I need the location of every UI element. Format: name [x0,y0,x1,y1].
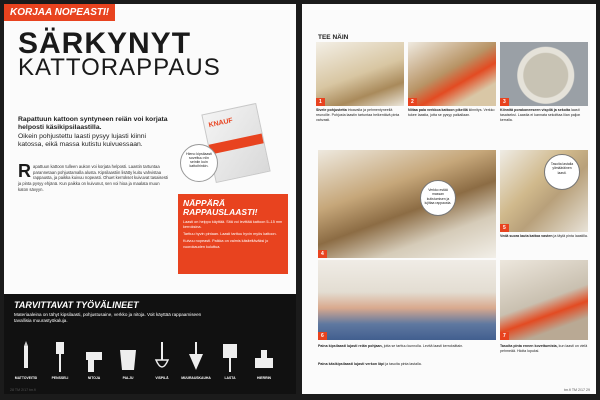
step-photo-6: 6 [318,260,496,340]
article-body [18,161,169,192]
page-title [18,27,221,81]
section-title: TEE NÄIN [318,34,349,41]
brush-icon [49,340,71,374]
step-photo-7: 7 [500,260,588,340]
tool-item: VISPILÄ [148,340,176,380]
step-caption-1: Sivele pohjustetta irtoavalla ja pehmentyneellä reunoille. Pohjusta laastin tartuntaa heikentävä pinta vahvasti. [316,108,400,122]
tools-title: TARVITTAVAT TYÖVÄLINEET [14,300,139,310]
headline-line2: KATTORAPPAUS [18,54,221,81]
step-caption-6: Paina kipsilaasti lujasti reiän pohjaan, jotta se tarttuu kunnolla. Levitä laasti kerroksittain. [318,344,464,348]
left-page [4,4,296,394]
info-item: Laasti on helppo käyttää. Sitä voi levittää kattoon 5–15 mm kerroksina. [183,220,283,230]
tool-row [12,340,278,380]
step-caption-2: Niitaa pala verkkoa kattoon pikeillä kiinnitys. Verkko tukee laastia, jotta se pysyy paikallaan. [408,108,495,117]
tool-item: LASTA [216,340,244,380]
step-photo-5: 5 Tasoita lastalla ylimääräinen laasti. [500,150,588,232]
tools-desc: Materiaaleina on tähyt kipsilaasti, pohjustusaine, verkko ja nitoja. Voit käyttää rappaamiseen tavallisia muurastyökaluja. [14,312,202,324]
lead-rest: Oikein pohjustettu laasti pysyy lujasti kiinni katossa, eikä massa kutistu kuivuessaan. [18,132,147,149]
tools-section [4,294,296,394]
step-caption-5: Vedä suora lauta kattoa vasten ja täytä pinta laastilla. [500,234,588,238]
article-body-text: apattuun kattoon tulleen aukon voi korjata helposti. Laastin tartuntaa parannetaan pohjustamalla alusta. Kipsilaastiin lisätty kuitu vahvistaa rappausta, ja paikka kuivuu nopeasti. Ohuet kerrokset kuivuvat tasaisesti ja pinta pysyy ehjänä. Kun paikka on kuivunut, sen voi hioa ja maalata muun katon sävyyn. [18,164,169,192]
whisk-icon [151,340,173,374]
step-photo-3: 3 [500,42,588,106]
product-brand: KNAUF [208,117,234,130]
info-box-title: NÄPPÄRÄ RAPPAUSLAASTI! [183,198,258,217]
tool-item: PENSSELI [46,340,74,380]
tool-item: MATTOVEITSI [12,340,40,380]
spatula-icon [219,340,241,374]
step-caption-3: Kiinnitä porakoneeseen vispilä ja sekoita laasti tasaiseksi. Laastia ei kannata sekoittaa liian paljon kerralla. [500,108,581,122]
tool-item: HIERRIN [250,340,278,380]
dropcap: R [18,161,31,181]
callout-a: Verkko estää massan kutistumisen ja lujittaa rappausta. [420,180,456,216]
float-icon [253,340,275,374]
headline-line1: SÄRKYNYT [18,27,192,60]
lead-bold: Rapattuun kattoon syntyneen reiän voi korjata helposti käsikipsilaastilla. [18,116,168,132]
tool-item: PALJU [114,340,142,380]
trowel-icon [185,340,207,374]
step-photo-1: 1 [316,42,404,106]
utility-knife-icon [15,340,37,374]
page-footer: tm.fi TM 2/17 29 [564,388,590,392]
step-caption-7: Tasoita pinta ennen kovettumista, kun laasti on vielä pehmeää. Hioita lopuksi. [500,344,588,353]
tool-item: MUURAUSKAUHA [182,340,210,380]
info-item: Kuivuu nopeasti. Paikka on valmis käsiteltäväksi jo vuorokauden kuluttua. [183,239,269,249]
kicker: KORJAA NOPEASTI! [4,4,115,21]
product-bubble: Hieno kipsilaasti soveltuu niin seiniin kuin kattoihinkin. [180,144,218,182]
info-item: Tarttuu hyvin pintaan. Laasti tarttuu hyvin myös kattoon. [183,232,277,237]
step-photo-4: 4 Verkko estää massan kutistumisen ja lujittaa rappausta. [318,150,496,258]
info-box [178,194,288,274]
right-page [302,4,596,394]
page-footer: 28 TM 2/17 tm.fi [10,388,36,392]
bucket-icon [117,340,139,374]
product-band [209,133,264,154]
step-photo-2: 2 [408,42,496,106]
callout-b: Tasoita lastalla ylimääräinen laasti. [544,154,580,190]
step-caption-4: Paina käsikipsilaasti lujasti verkon läpi ja tasoita pinta lastalla. [318,362,422,366]
lead-paragraph [18,116,168,150]
tool-item: NITOJA [80,340,108,380]
stapler-icon [83,340,105,374]
